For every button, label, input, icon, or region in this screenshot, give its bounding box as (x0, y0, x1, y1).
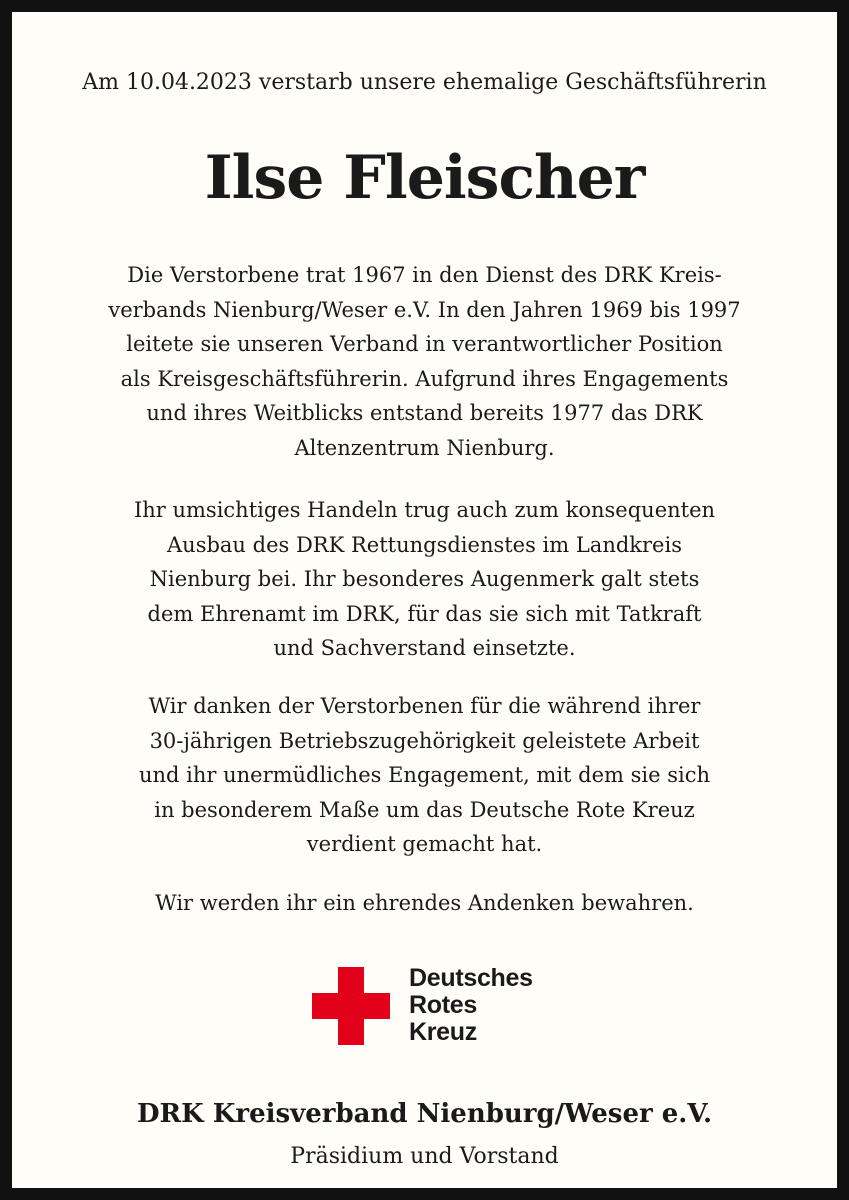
text-line: und ihres Weitblicks entstand bereits 1977 das DRK (146, 401, 703, 425)
red-cross-logo (312, 964, 572, 1047)
text-line: und Sachverstand einsetzte. (273, 636, 576, 660)
deceased-name: Ilse Fleischer (204, 143, 645, 213)
text-line: Nienburg bei. Ihr besonderes Augenmerk galt stets (149, 567, 700, 591)
logo-line: Deutsches (409, 964, 533, 992)
text-line: als Kreisgeschäftsführerin. Aufgrund ihres Engagements (120, 366, 729, 391)
text-line: verdient gemacht hat. (306, 832, 543, 856)
organization-name: DRK Kreisverband Nienburg/Weser e.V. (136, 1099, 713, 1129)
text-line: Ihr umsichtiges Handeln trug auch zum konsequenten (133, 498, 716, 522)
text-line: und ihr unermüdliches Engagement, mit dem sie sich (138, 763, 711, 787)
text-line: Altenzentrum Nienburg. (294, 435, 555, 460)
paragraph-remembrance (52, 886, 797, 921)
paragraph-career (52, 258, 797, 465)
text-line: in besonderem Maße um das Deutsche Rote Kreuz (154, 797, 695, 822)
intro-line: Am 10.04.2023 verstarb unsere ehemalige Geschäftsführerin (82, 70, 767, 95)
text-line: Wir danken der Verstorbenen für die während ihrer (148, 694, 701, 718)
logo-line: Kreuz (409, 1018, 477, 1046)
logo-wordmark (409, 965, 533, 1046)
paragraph-achievements (52, 493, 797, 666)
text-line: Ausbau des DRK Rettungsdienstes im Landkreis (167, 532, 682, 557)
logo-line: Rotes (409, 991, 477, 1019)
paragraph-thanks (52, 689, 797, 862)
text-line: Wir werden ihr ein ehrendes Andenken bewahren. (155, 891, 694, 915)
text-line: Die Verstorbene trat 1967 in den Dienst des DRK Kreis- (127, 263, 722, 287)
red-cross-icon (312, 967, 390, 1045)
text-line: 30-jährigen Betriebszugehörigkeit geleistete Arbeit (149, 728, 700, 753)
text-line: leitete sie unseren Verband in verantwortlicher Position (126, 332, 723, 356)
text-line: dem Ehrenamt im DRK, für das sie sich mit Tatkraft (147, 601, 702, 626)
board-signature: Präsidium und Vorstand (290, 1144, 559, 1169)
text-line: verbands Nienburg/Weser e.V. In den Jahren 1969 bis 1997 (108, 297, 741, 322)
